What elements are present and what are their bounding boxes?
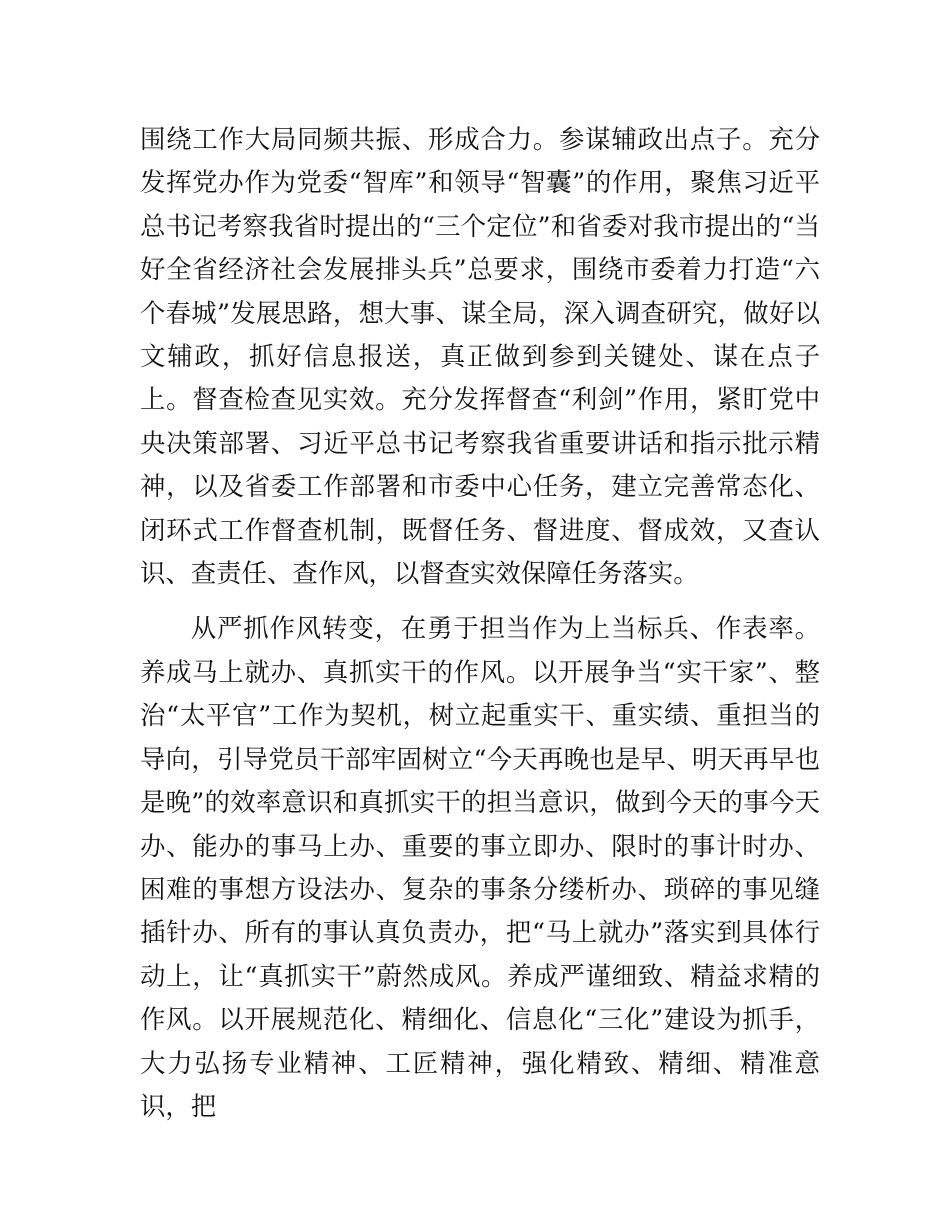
document-body (140, 118, 820, 1128)
paragraph-2: 从严抓作风转变，在勇于担当作为上当标兵、作表率。养成马上就办、真抓实干的作风。以开展争当“实干家”、整治“太平官”工作为契机，树立起重实干、重实绩、重担当的导向，引导党员干部牢固树立“今天再晚也是早、明天再早也是晚”的效率意识和真抓实干的担当意识，做到今天的事今天办、能办的事马上办、重要的事立即办、限时的事计时办、困难的事想方设法办、复杂的事条分缕析办、琐碎的事见缝插针办、所有的事认真负责办，把“马上就办”落实到具体行动上，让“真抓实干”蔚然成风。养成严谨细致、精益求精的作风。以开展规范化、精细化、信息化“三化”建设为抓手，大力弘扬专业精神、工匠精神，强化精致、精细、精准意识，把 (140, 613, 820, 1121)
paragraph-1: 围绕工作大局同频共振、形成合力。参谋辅政出点子。充分发挥党办作为党委“智库”和领导“智囊”的作用，聚焦习近平总书记考察我省时提出的“三个定位”和省委对我市提出的“当好全省经济社会发展排头兵”总要求，围绕市委着力打造“六个春城”发展思路，想大事、谋全局，深入调查研究，做好以文辅政，抓好信息报送，真正做到参到关键处、谋在点子上。督查检查见实效。充分发挥督查“利剑”作用，紧盯党中央决策部署、习近平总书记考察我省重要讲话和指示批示精神，以及省委工作部署和市委中心任务，建立完善常态化、闭环式工作督查机制，既督任务、督进度、督成效，又查认识、查责任、查作风，以督查实效保障任务落实。 (140, 124, 820, 589)
paragraph-gap (140, 595, 820, 607)
